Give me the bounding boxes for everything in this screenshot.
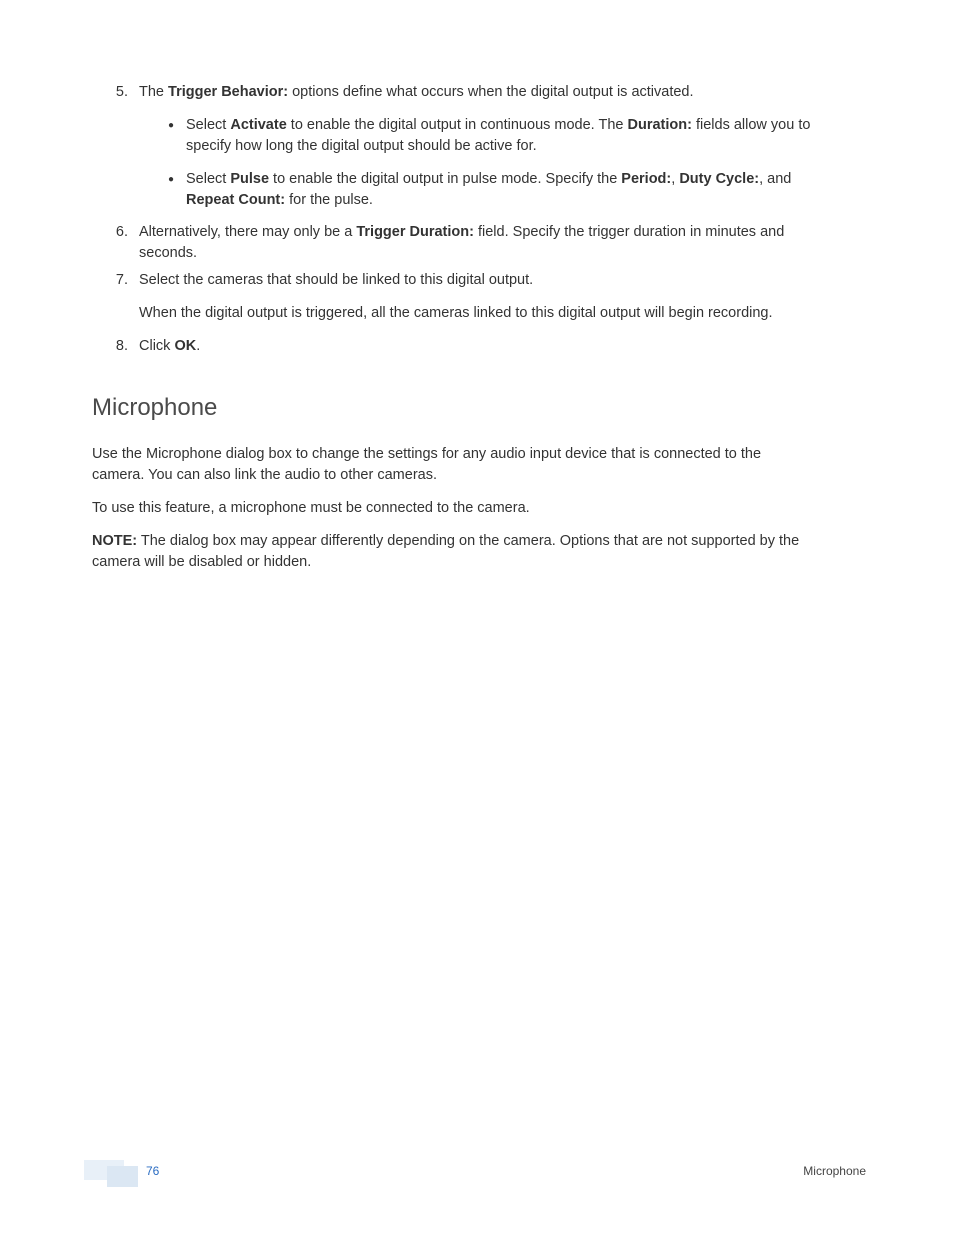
step-5-text xyxy=(139,82,694,103)
text-run: Select xyxy=(186,171,231,187)
note-label: NOTE: xyxy=(92,533,138,549)
bold-term: Trigger Behavior: xyxy=(168,84,289,100)
step-number: 8. xyxy=(115,338,128,354)
footer-chapter-title: Microphone xyxy=(803,1164,866,1178)
step-7-text: Select the cameras that should be linked to this digital output. xyxy=(139,272,534,288)
text-run: for the pulse. xyxy=(285,192,373,208)
step-6-line1 xyxy=(139,222,784,243)
footer-square xyxy=(107,1166,138,1187)
bold-term: Trigger Duration: xyxy=(356,224,474,240)
note-line1 xyxy=(92,531,799,552)
text-run: to enable the digital output in continuous mode. The xyxy=(286,117,628,133)
text-run: field. Specify the trigger duration in minutes and xyxy=(473,224,785,240)
bullet-icon: ● xyxy=(168,174,175,185)
step-8-text xyxy=(139,336,200,357)
step-7-note: When the digital output is triggered, all the cameras linked to this digital output will begin recording. xyxy=(139,305,773,321)
section-paragraph-line: camera. You can also link the audio to other cameras. xyxy=(92,467,437,483)
section-heading: Microphone xyxy=(92,394,218,421)
bullet-activate-line2: specify how long the digital output should be active for. xyxy=(186,138,537,154)
text-run: , and xyxy=(759,171,792,187)
text-run: The xyxy=(139,84,169,100)
bold-term: Pulse xyxy=(230,171,270,187)
bold-term: Duty Cycle: xyxy=(679,171,760,187)
step-number: 5. xyxy=(115,84,128,100)
step-6-line2: seconds. xyxy=(139,245,198,261)
bold-term: Repeat Count: xyxy=(186,192,286,208)
text-run: to enable the digital output in pulse mode. Specify the xyxy=(269,171,622,187)
page-number: 76 xyxy=(146,1164,160,1178)
text-run: fields allow you to xyxy=(691,117,811,133)
text-run: . xyxy=(196,338,201,354)
text-run: Click xyxy=(139,338,175,354)
text-run: , xyxy=(671,171,680,187)
bold-term: OK xyxy=(174,338,197,354)
section-paragraph-line: Use the Microphone dialog box to change the settings for any audio input device that is connected to the xyxy=(92,446,762,462)
bullet-icon: ● xyxy=(168,120,175,131)
step-number: 6. xyxy=(115,224,128,240)
text-run: Select xyxy=(186,117,231,133)
text-run: The dialog box may appear differently depending on the camera. Options that are not supported by the xyxy=(137,533,800,549)
text-run: Alternatively, there may only be a xyxy=(139,224,357,240)
bullet-pulse-line2 xyxy=(186,190,373,211)
bold-term: Period: xyxy=(621,171,672,187)
bullet-activate-line1 xyxy=(186,115,810,136)
text-run: options define what occurs when the digital output is activated. xyxy=(288,84,694,100)
section-paragraph: To use this feature, a microphone must be connected to the camera. xyxy=(92,500,530,516)
bold-term: Duration: xyxy=(627,117,692,133)
bullet-pulse-line1 xyxy=(186,169,791,190)
bold-term: Activate xyxy=(230,117,287,133)
step-number: 7. xyxy=(115,272,128,288)
note-line2: camera will be disabled or hidden. xyxy=(92,554,312,570)
